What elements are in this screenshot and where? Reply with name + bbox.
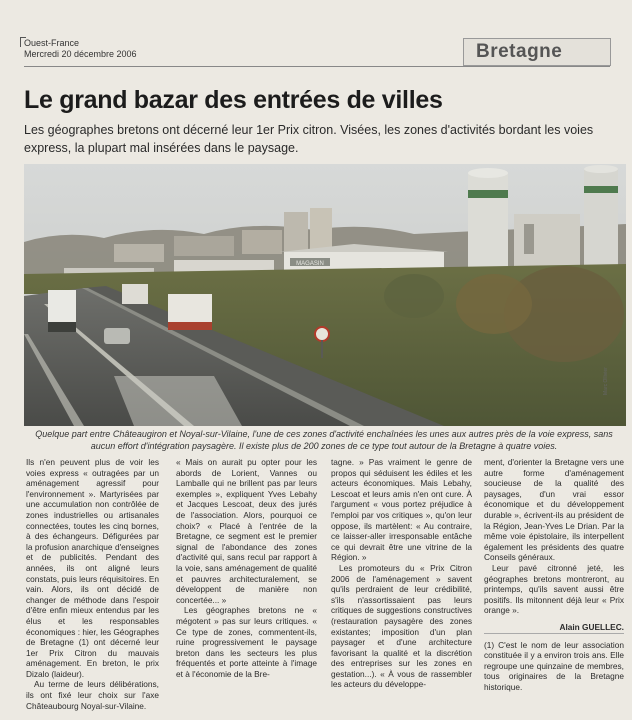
article-photo [24,164,626,426]
column-1-paragraph: Au terme de leurs délibérations, ils ont fixé leur choix sur l'axe Châteaubourg Noyal-sur-Vilaine. [26,679,159,711]
header-divider [24,66,610,67]
column-3-paragraph: tagne. » Pas vraiment le genre de propos qui séduisent les édiles et les acteurs économiques. Mais Lebahy, Lescoat et leurs amis n'en ont cure. À l'argument « vous portez préjudice à l'emploi par vos critiques », qu'on leur oppose, ils martèlent: « Au contraire, ce laisser-aller irresponsable entâche ce qui devrait être une vitrine de la Région. » [331,457,472,563]
footnote: (1) C'est le nom de leur association constituée il y a environ trois ans. Elle regroupe une quinzaine de membres, tous originaires de la Bretagne historique. [484,633,624,693]
publication-name: Ouest-France [24,38,80,48]
article-column-2 [176,457,317,679]
section-label: Bretagne [476,41,563,62]
section-label-box [463,38,611,66]
article-column-1 [26,457,159,711]
article-headline: Le grand bazar des entrées de villes [24,86,443,114]
article-column-3 [331,457,472,690]
corner-mark [20,37,26,47]
photo-caption: Quelque part entre Châteaugiron et Noyal-sur-Vilaine, l'une de ces zones d'activité enchaînées les unes aux autres près de la voie express, sans aucun effort d'intégration paysagère. Il existe plus de 200 zones de ce type tout autour de la Bretagne à quatre voies. [35,429,613,451]
masthead [24,38,137,60]
warehouse-sign: MAGASIN [296,261,324,267]
article-subhead: Les géographes bretons ont décerné leur 1er Prix citron. Visées, les zones d'activités bordant les voies express, la plupart mal insérées dans le paysage. [24,123,594,155]
column-3-paragraph: Les promoteurs du « Prix Citron 2006 de l'aménagement » savent qu'ils perdraient de leur crédibilité, s'ils n'assortissaient pas leurs critiques de suggestions constructives (restauration paysagère des zones existantes; imposition d'un plan paysager et d'une architecture favorisant la qualité et la discrétion des entreprises sur les zones en gestation...). « À vous de rassembler les acteurs du développe- [331,562,472,690]
column-2-paragraph: Les géographes bretons ne « mégotent » pas sur leurs critiques. « Ce type de zones, commentent-ils, ruine progressivement le paysage breton dans les secteurs les plus fréquentés et porte atteinte à l'image et à l'économie de la Bre- [176,605,317,679]
publication-date: Mercredi 20 décembre 2006 [24,49,137,59]
photo-credit: Marc Ollivier [603,367,609,395]
author-signature: Alain GUELLEC. [559,621,624,632]
article-column-4 [484,457,624,692]
column-1-paragraph: Ils n'en peuvent plus de voir les voies express « outragées par un aménagement agressif pour l'environnement ». Martyrisées par une accumulation non contrôlée de zones industrielles ou artisanales connectées, toutes les cinq bornes, à des échangeurs. Défigurées par la profusion anarchique d'enseignes et de publicités. Pendant des années, ils ont aligné leurs constats, puis leurs réquisitoires. En vain. Alors, ils ont décidé de changer de méthode dans l'espoir d'être enfin mieux entendus par les élus et les responsables économiques : hier, les Géographes de Bretagne (1) ont décerné leur 1er Prix Citron du mauvais aménagement. En breton, le prix Dizalo (laideur). [26,457,159,679]
column-2-paragraph: « Mais on aurait pu opter pour les abords de Lorient, Vannes ou Lamballe qui ne brillent pas par leurs exemples », expliquent Yves Lebahy et Jacques Lescoat, deux des jurés de l'association. Alors, pourquoi ce choix? « Placé à l'entrée de la Bretagne, ce segment est le premier signal de l'abondance des zones d'activité qui, sans recul par rapport à la voie, sans aménagement de qualité et pauvres architecturalement, se développent de manière non concertée... » [176,457,317,605]
column-4-paragraph: ment, d'orienter la Bretagne vers une autre forme d'aménagement soucieuse de la qualité des paysages, d'un vrai essor économique et du développement durable », écrivent-ils au président de la Région, Jean-Yves Le Drian. Par la même voie épistolaire, ils interpellent également les présidents des quatre Conseils généraux. [484,457,624,563]
column-4-paragraph: Leur pavé citronné jeté, les géographes bretons montreront, au printemps, qu'ils savent aussi être positifs. Ils mitonnent déjà leur « Prix orange ». [484,562,624,616]
